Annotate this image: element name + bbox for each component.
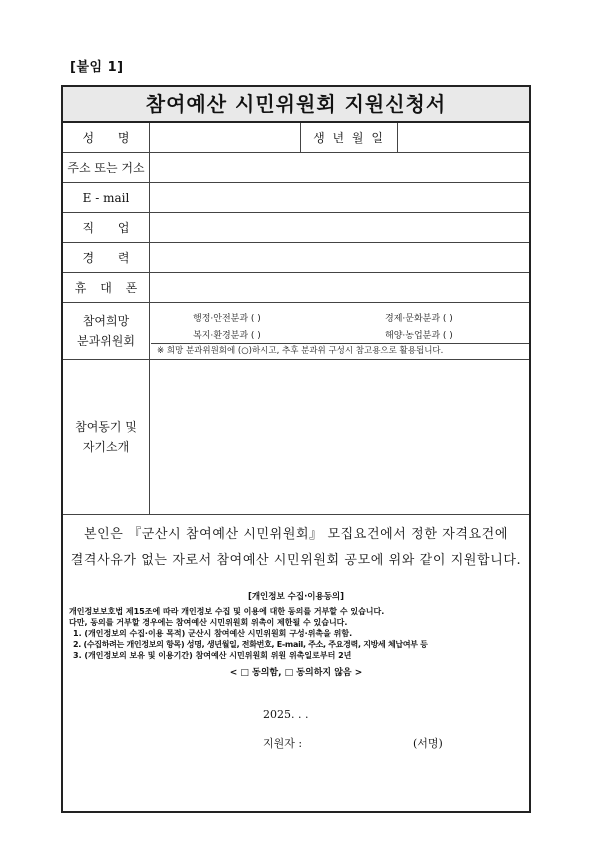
motivation-label-line1: 참여동기 및 xyxy=(75,420,137,434)
name-field[interactable] xyxy=(150,123,301,152)
row-career xyxy=(63,243,529,273)
email-label: E - mail xyxy=(63,183,150,212)
row-committee xyxy=(63,303,529,360)
motivation-field[interactable] xyxy=(150,360,529,514)
committee-note: ※ 희망 분과위원회에 (○)하시고, 추후 분과위 구성시 참고용으로 활용됩니다. xyxy=(151,343,529,359)
address-label: 주소 또는 거소 xyxy=(63,153,150,182)
job-label: 직 업 xyxy=(63,213,150,242)
committee-option-admin[interactable]: 행정·안전분과 ( ) xyxy=(193,314,261,324)
committee-option-ocean[interactable]: 해양·농업분과 ( ) xyxy=(385,331,453,341)
privacy-title: [개인정보 수집·이용동의] xyxy=(247,592,345,602)
form-title: 참여예산 시민위원회 지원신청서 xyxy=(63,87,529,123)
career-field[interactable] xyxy=(150,243,529,272)
signature-label: (서명) xyxy=(413,737,443,750)
birth-label: 생 년 월 일 xyxy=(301,123,398,152)
committee-label-line1: 참여희망 xyxy=(82,314,130,328)
row-address xyxy=(63,153,529,183)
row-name xyxy=(63,123,529,153)
privacy-line3: 1. (개인정보의 수집·이용 목적) 군산시 참여예산 시민위원회 구성·위촉을 위함. xyxy=(73,629,353,638)
committee-option-welfare[interactable]: 복지·환경분과 ( ) xyxy=(193,331,261,341)
committee-label-line2: 분과위원회 xyxy=(77,334,135,348)
applicant-label: 지원자 : xyxy=(263,737,303,750)
birth-field[interactable] xyxy=(398,123,529,152)
row-job xyxy=(63,213,529,243)
declaration-line2: 결격사유가 없는 자로서 참여예산 시민위원회 공모에 위와 같이 지원합니다. xyxy=(70,553,522,568)
phone-field[interactable] xyxy=(150,273,529,302)
consent-options[interactable]: < □ 동의함, □ 동의하지 않음 > xyxy=(229,668,363,678)
attachment-label: [붙임 1] xyxy=(70,60,124,75)
privacy-line2: 다만, 동의를 거부할 경우에는 참여예산 시민위원회 위촉이 제한될 수 있습니다. xyxy=(69,618,348,627)
application-form xyxy=(61,85,531,813)
motivation-label-line2: 자기소개 xyxy=(82,440,130,454)
career-label: 경 력 xyxy=(63,243,150,272)
privacy-line4: 2. (수집하려는 개인정보의 항목) 성명, 생년월일, 전화번호, E-mail, 주소, 주요경력, 지방세 체납여부 등 xyxy=(73,640,428,649)
application-date: 2025. . . xyxy=(263,708,309,721)
motivation-label xyxy=(63,360,150,514)
phone-label: 휴 대 폰 xyxy=(63,273,150,302)
privacy-line5: 3. (개인정보의 보유 및 이용기간) 참여예산 시민위원회 위원 위촉일로부터 2년 xyxy=(73,651,352,660)
committee-option-economy[interactable]: 경제·문화분과 ( ) xyxy=(385,314,453,324)
row-phone xyxy=(63,273,529,303)
email-field[interactable] xyxy=(150,183,529,212)
declaration-line1: 본인은 『군산시 참여예산 시민위원회』 모집요건에서 정한 자격요건에 xyxy=(83,527,509,542)
job-field[interactable] xyxy=(150,213,529,242)
privacy-line1: 개인정보보호법 제15조에 따라 개인정보 수집 및 이용에 대한 동의를 거부할 수 있습니다. xyxy=(69,607,385,616)
row-email xyxy=(63,183,529,213)
committee-label xyxy=(63,303,150,359)
row-motivation xyxy=(63,360,529,515)
name-label: 성 명 xyxy=(63,123,150,152)
address-field[interactable] xyxy=(150,153,529,182)
